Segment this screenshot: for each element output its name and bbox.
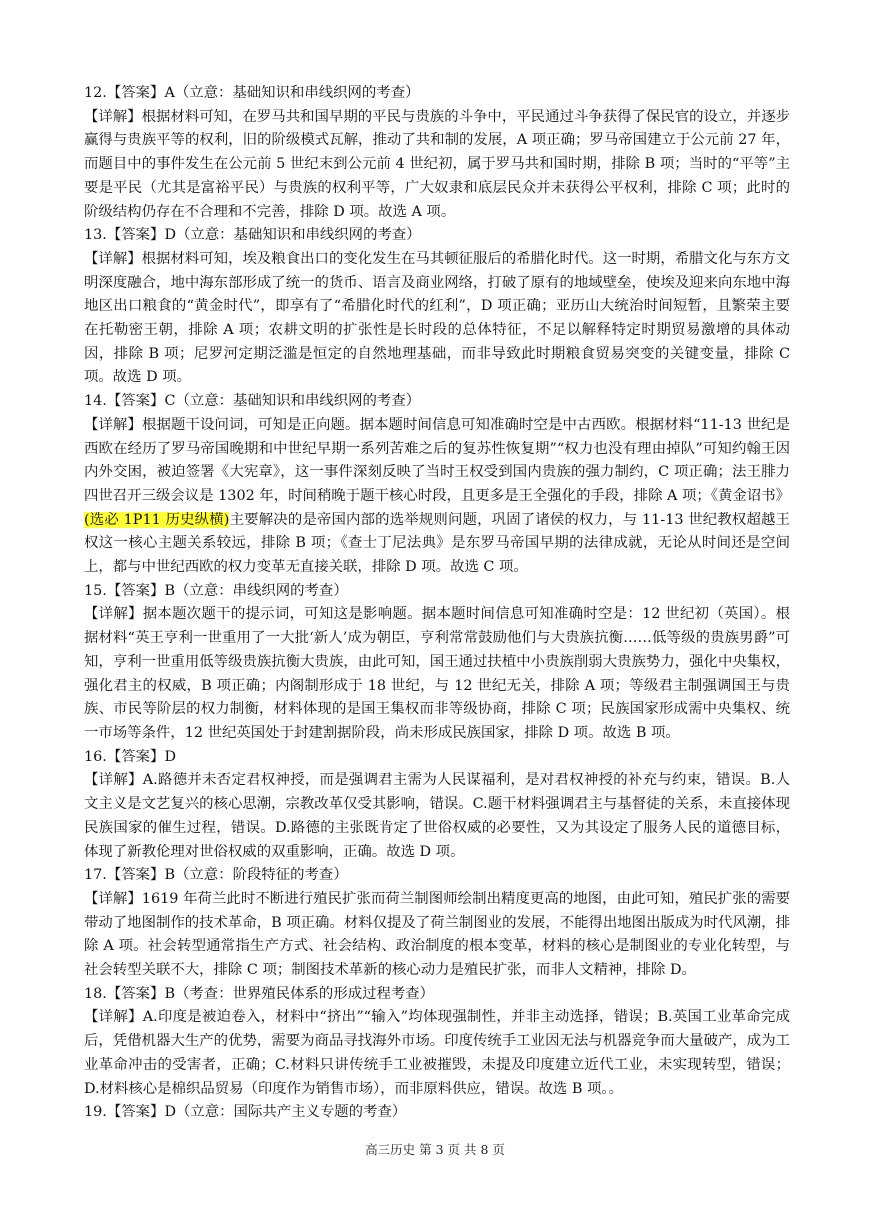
q17-answer: 17.【答案】B（立意：阶段特征的考查） <box>84 867 348 884</box>
q15-detail: 【详解】据本题次题干的提示词，可知这是影响题。据本题时间信息可知准确时空是：12 世纪初（英国）。根据材料“英王亨利一世重用了一大批‘新人’成为朝臣，亨利常常鼓励他们与大贵族抗衡……低等级的贵族男爵”可知，亨利一世重用低等级贵族抗衡大贵族，由此可知，国王通过扶植中小贵族削弱大贵族势力，强化中央集权，强化君主的权威，B 项正确；内阁制形成于 18 世纪，与 12 世纪无关，排除 A 项；等级君主制强调国王与贵族、市民等阶层的权力制衡，材料体现的是国王集权而非等级协商，排除 C 项；民族国家形成需中央集权、统一市场等条件，12 世纪英国处于封建割据阶段，尚未形成民族国家，排除 D 项。故选 B 项。 <box>84 606 790 741</box>
q19-answer: 19.【答案】D（立意：国际共产主义专题的考查） <box>84 1104 407 1121</box>
q13-detail: 【详解】根据材料可知，埃及粮食出口的变化发生在马其顿征服后的希腊化时代。这一时期，希腊文化与东方文明深度融合，地中海东部形成了统一的货币、语言及商业网络，打破了原有的地域壁垒，使埃及迎来向东地中海地区出口粮食的“黄金时代”，即享有了“希腊化时代的红利”，D 项正确；亚历山大统治时间短暂，且繁荣主要在托勒密王朝，排除 A 项；农耕文明的扩张性是长时段的总体特征，不足以解释特定时期贸易激增的具体动因，排除 B 项；尼罗河定期泛滥是恒定的自然地理基础，而非导致此时期粮食贸易突变的关键变量，排除 C 项。故选 D 项。 <box>84 250 790 386</box>
q13-answer: 13.【答案】D（立意：基础知识和串线织网的考查） <box>84 227 421 244</box>
answer-explanations <box>84 82 790 1125</box>
q14-answer: 14.【答案】C（立意：基础知识和串线织网的考查） <box>84 393 421 410</box>
q14-detail-before: 【详解】根据题干设问词，可知是正向题。据本题时间信息可知准确时空是中古西欧。根据材料“11-13 世纪是西欧在经历了罗马帝国晚期和中世纪早期一系列苦难之后的复苏性恢复期”“权力也没有理由掉队”可知约翰王因内外交困，被迫签署《大宪章》，这一事件深刻反映了当时王权受到国内贵族的强力制约，C 项正确；法王腓力四世召开三级会议是 1302 年，时间稍晚于题干核心时段，且更多是王全强化的手段，排除 A 项；《黄金诏书》 <box>84 416 790 504</box>
q12-answer: 12.【答案】A（立意：基础知识和串线织网的考查） <box>84 85 420 101</box>
q17-detail: 【详解】1619 年荷兰此时不断进行殖民扩张而荷兰制图师绘制出精度更高的地图，由此可知，殖民扩张的需要带动了地图制作的技术革命，B 项正确。材料仅提及了荷兰制图业的发展，不能得出地图出版成为时代风潮，排除 A 项。社会转型通常指生产方式、社会结构、政治制度的根本变革，材料的核心是制图业的专业化转型，与社会转型关联不大，排除 C 项；制图技术革新的核心动力是殖民扩张，而非人文精神，排除 D。 <box>84 890 790 979</box>
q15-answer: 15.【答案】B（立意：串线织网的考查） <box>84 582 348 599</box>
q18-detail: 【详解】A.印度是被迫卷入，材料中“挤出”“输入”均体现强制性，并非主动选择，错误；B.英国工业革命完成后，凭借机器大生产的优势，需要为商品寻找海外市场。印度传统手工业因无法与机器竞争而大量破产，成为工业革命冲击的受害者，正确；C.材料只讲传统手工业被摧毁，未提及印度建立近代工业，未实现转型，错误；D.材料核心是棉织品贸易（印度作为销售市场），而非原料供应，错误。故选 B 项。。 <box>84 1009 790 1097</box>
q14-highlight: (选必 1P11 历史纵横) <box>84 511 230 528</box>
q18-answer: 18.【答案】B（考查：世界殖民体系的形成过程考查） <box>84 985 435 1002</box>
q16-detail: 【详解】A.路德并未否定君权神授，而是强调君主需为人民谋福利，是对君权神授的补充与约束，错误。B.人文主义是文艺复兴的核心思潮，宗教改革仅受其影响，错误。C.题干材料强调君主与基督徒的关系，未直接体现民族国家的催生过程，错误。D.路德的主张既肯定了世俗权威的必要性，又为其设定了服务人民的道德目标，体现了新教伦理对世俗权威的双重影响，正确。故选 D 项。 <box>84 772 790 860</box>
q12-detail: 【详解】根据材料可知，在罗马共和国早期的平民与贵族的斗争中，平民通过斗争获得了保民官的设立，并逐步赢得与贵族平等的权利，旧的阶级模式瓦解，推动了共和制的发展，A 项正确；罗马帝国建立于公元前 27 年，而题目中的事件发生在公元前 5 世纪末到公元前 4 世纪初，属于罗马共和国时期，排除 B 项；当时的“平等”主要是平民（尤其是富裕平民）与贵族的权利平等，广大奴隶和底层民众并未获得公平权利，排除 C 项；此时的阶级结构仍存在不合理和不完善，排除 D 项。故选 A 项。 <box>84 108 790 220</box>
q14-detail <box>84 414 790 580</box>
page-footer: 高三历史 第 3 页 共 8 页 <box>365 1142 505 1157</box>
q16-answer: 16.【答案】D <box>84 748 176 765</box>
q14-detail-after: 主要解决的是帝国内部的选举规则问题，巩固了诸侯的权力，与 11-13 世纪教权超越王权这一核心主题关系较远，排除 B 项；《查士丁尼法典》是东罗马帝国早期的法律成就，无论从时间还是空间上，都与中世纪西欧的权力变革无直接关联，排除 D 项。故选 C 项。 <box>84 511 790 576</box>
